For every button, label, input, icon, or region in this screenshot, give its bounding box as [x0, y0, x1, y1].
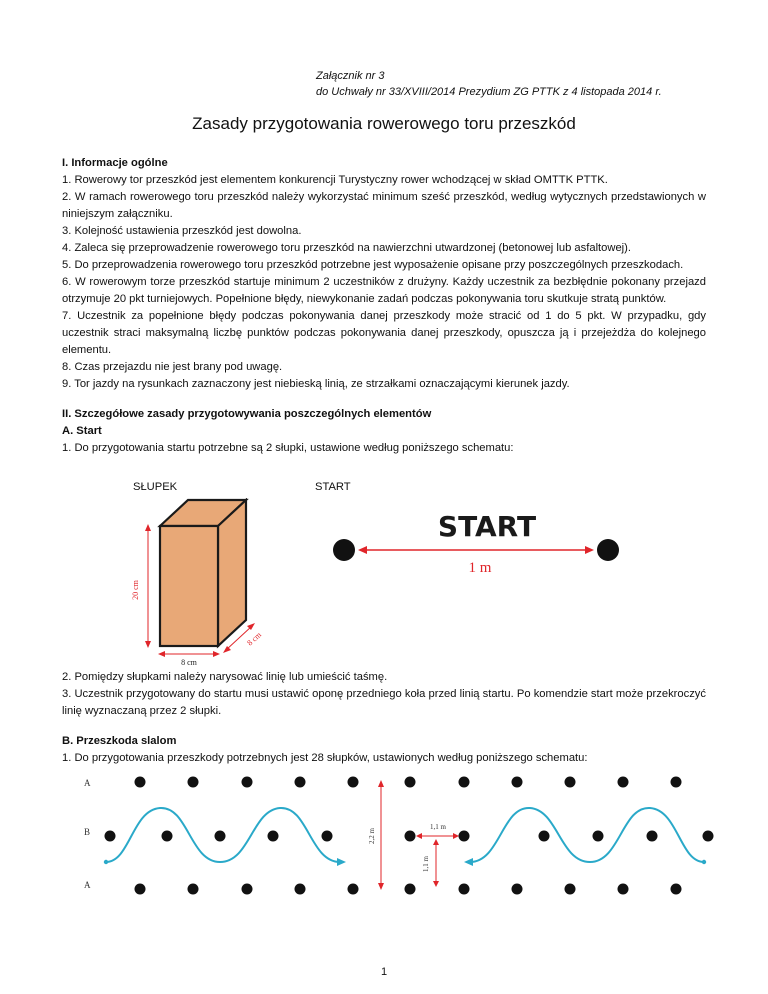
- dimension-half-label: 1,1 m: [422, 856, 430, 872]
- row-label-a-bottom: A: [84, 880, 91, 890]
- subsection-heading: B. Przeszkoda slalom: [62, 735, 177, 747]
- label-start: START: [315, 481, 351, 493]
- arrow-up-icon: [433, 839, 439, 845]
- list-item: 8. Czas przejazdu nie jest brany pod uwagę.: [62, 361, 283, 373]
- track-start-dot: [702, 860, 706, 864]
- arrow-left-icon: [358, 546, 367, 554]
- post: [105, 831, 116, 842]
- arrow-left-icon: [416, 833, 422, 839]
- post: [405, 884, 416, 895]
- post: [512, 884, 523, 895]
- list-item: 6. W rowerowym torze przeszkód startuje minimum 2 uczestników z drużyny. Każdy uczestnik za bezbłędnie pokonany przejazd otrzymuje 20 pkt turniejowych. Popełnione błędy, niewykonanie zadań podczas pokonywania toru skutkuje stratą punktów.: [62, 276, 706, 305]
- arrow-down-icon: [433, 881, 439, 887]
- row-label-a-top: A: [84, 778, 91, 788]
- post: [459, 831, 470, 842]
- post: [242, 884, 253, 895]
- post: [647, 831, 658, 842]
- post: [459, 777, 470, 788]
- post: [348, 884, 359, 895]
- post: [295, 884, 306, 895]
- list-item: 5. Do przeprowadzenia rowerowego toru przeszkód potrzebne jest wyposażenie opisane przy poszczególnych przeszkodach.: [62, 259, 684, 271]
- arrow-right-icon: [337, 858, 346, 866]
- list-item: 1. Do przygotowania przeszkody potrzebnych jest 28 słupków, ustawionych według poniższego schematu:: [62, 752, 588, 764]
- label-slupek: SŁUPEK: [133, 481, 178, 493]
- post-figure: [128, 498, 278, 670]
- annex-resolution: do Uchwały nr 33/XVIII/2014 Prezydium ZG PTTK z 4 listopada 2014 r.: [316, 86, 662, 98]
- post: [322, 831, 333, 842]
- annex-number: Załącznik nr 3: [316, 70, 385, 82]
- list-item: 1. Do przygotowania startu potrzebne są 2 słupki, ustawione według poniższego schematu:: [62, 442, 514, 454]
- arrow-down-icon: [378, 883, 384, 890]
- arrow-right-icon: [213, 651, 220, 657]
- arrow-right-icon: [585, 546, 594, 554]
- subsection-heading: A. Start: [62, 425, 102, 437]
- row-a-bottom-posts: [135, 884, 682, 895]
- post: [215, 831, 226, 842]
- list-item: 1. Rowerowy tor przeszkód jest elementem konkurencji Turystyczny rower wchodzącej w skład OMTTK PTTK.: [62, 174, 608, 186]
- post: [405, 831, 416, 842]
- post: [512, 777, 523, 788]
- post: [268, 831, 279, 842]
- post: [188, 777, 199, 788]
- annex-header: [316, 68, 662, 100]
- list-item: 4. Zaleca się przeprowadzenie rowerowego toru przeszkód na nawierzchni utwardzonej (betonowej lub asfaltowej).: [62, 242, 632, 254]
- list-item: 3. Kolejność ustawienia przeszkód jest dowolna.: [62, 225, 302, 237]
- arrow-left-icon: [464, 858, 473, 866]
- row-label-b: B: [84, 827, 91, 837]
- slalom-figure: [70, 770, 740, 900]
- dimension-vertical-label: 2,2 m: [368, 828, 376, 844]
- start-post-left: [333, 539, 355, 561]
- post: [671, 777, 682, 788]
- post: [459, 884, 470, 895]
- post: [593, 831, 604, 842]
- start-figure: [320, 508, 630, 582]
- dimension-horizontal-label: 1,1 m: [430, 823, 446, 831]
- page-number: 1: [380, 966, 388, 978]
- post: [135, 884, 146, 895]
- arrow-up-icon: [378, 780, 384, 787]
- section-heading: II. Szczegółowe zasady przygotowywania poszczególnych elementów: [62, 408, 432, 420]
- post-side-face: [218, 500, 246, 646]
- list-item: 7. Uczestnik za popełnione błędy podczas pokonywania danej przeszkody może stracić od 1 do 5 pkt. W przypadku, gdy uczestnik straci maksymalną liczbę punktów podczas pokonywania danej przeszkody, opuszcza ją i przejeżdża do kolejnego elementu.: [62, 310, 706, 356]
- post: [618, 884, 629, 895]
- list-item: 2. Pomiędzy słupkami należy narysować linię lub umieścić taśmę.: [62, 671, 388, 683]
- start-label: START: [437, 510, 537, 543]
- arrow-down-icon: [145, 641, 151, 648]
- start-post-right: [597, 539, 619, 561]
- post: [565, 884, 576, 895]
- track-start-dot: [104, 860, 108, 864]
- post: [242, 777, 253, 788]
- section-start-rules: [62, 669, 706, 767]
- arrow-up-icon: [145, 524, 151, 531]
- list-item: 2. W ramach rowerowego toru przeszkód należy wykorzystać minimum sześć przeszkód, według wytycznych przedstawionych w niniejszym załączniku.: [62, 191, 706, 220]
- post: [565, 777, 576, 788]
- post: [703, 831, 714, 842]
- arrow-right-icon: [453, 833, 459, 839]
- section-heading: I. Informacje ogólne: [62, 157, 168, 169]
- row-a-top-posts: [135, 777, 682, 788]
- list-item: 3. Uczestnik przygotowany do startu musi ustawić oponę przedniego koła przed linią startu. Po komendzie start może przekroczyć linię wyznaczaną przez 2 słupki.: [62, 688, 706, 717]
- post: [348, 777, 359, 788]
- list-item: 9. Tor jazdy na rysunkach zaznaczony jest niebieską linią, ze strzałkami oznaczającymi kierunek jazdy.: [62, 378, 570, 390]
- document-title: Zasady przygotowania rowerowego toru przeszkód: [192, 114, 576, 133]
- distance-label: 1 m: [468, 560, 492, 576]
- post: [162, 831, 173, 842]
- post: [188, 884, 199, 895]
- post: [135, 777, 146, 788]
- post: [295, 777, 306, 788]
- post-front-face: [160, 526, 218, 646]
- post: [671, 884, 682, 895]
- depth-label: 8 cm: [245, 630, 264, 648]
- track-path-right: [470, 808, 704, 862]
- post: [539, 831, 550, 842]
- post: [618, 777, 629, 788]
- width-label: 8 cm: [181, 658, 197, 667]
- height-label: 20 cm: [131, 580, 140, 600]
- arrow-left-icon: [158, 651, 165, 657]
- section-general: [62, 155, 706, 457]
- post: [405, 777, 416, 788]
